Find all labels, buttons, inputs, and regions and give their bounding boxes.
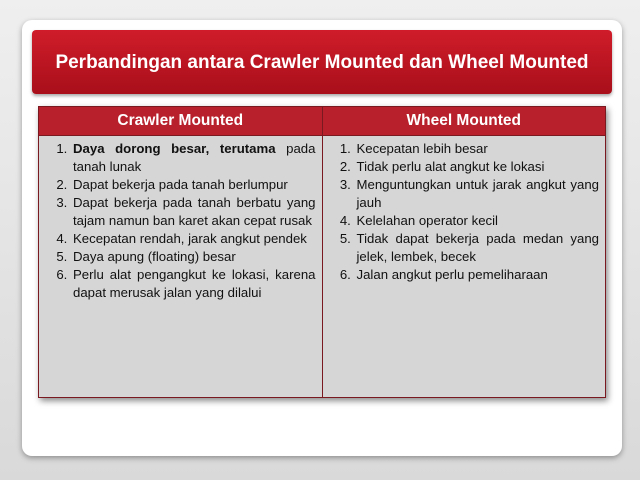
list-item: 6. Jalan angkut perlu pemeliharaan [355, 266, 600, 284]
slide-card [22, 20, 622, 456]
list-item: 5. Tidak dapat bekerja pada medan yang jelek, lembek, becek [355, 230, 600, 266]
list-item-emphasis: Daya dorong besar, terutama [73, 141, 276, 156]
crawler-column-cell [39, 136, 323, 398]
list-item-text: Dapat bekerja pada tanah berbatu yang tajam namun ban karet akan cepat rusak [73, 195, 316, 228]
list-item-text: Perlu alat pengangkut ke lokasi, karena dapat merusak jalan yang dilalui [73, 267, 316, 300]
list-item [71, 194, 316, 230]
crawler-list [41, 140, 316, 302]
list-item [71, 176, 316, 194]
list-item-text: pada tanah lunak [73, 141, 316, 174]
list-item: 2. Tidak perlu alat angkut ke lokasi [355, 158, 600, 176]
title-banner [32, 30, 612, 94]
list-item-text: Kecepatan rendah, jarak angkut pendek [73, 231, 307, 246]
list-item [71, 140, 316, 176]
list-item: 4. Kelelahan operator kecil [355, 212, 600, 230]
list-item: 1. Kecepatan lebih besar [355, 140, 600, 158]
table-row [39, 136, 606, 398]
table-header-row [39, 107, 606, 136]
slide-title: Perbandingan antara Crawler Mounted dan Wheel Mounted [55, 51, 589, 73]
wheel-column-cell [322, 136, 606, 398]
list-item [71, 230, 316, 248]
list-item [71, 248, 316, 266]
comparison-table [38, 106, 606, 398]
header-wheel-mounted: Wheel Mounted [322, 107, 606, 136]
header-crawler-mounted: Crawler Mounted [39, 107, 323, 136]
wheel-list [325, 140, 600, 284]
list-item-text: Dapat bekerja pada tanah berlumpur [73, 177, 288, 192]
comparison-table-wrapper [38, 106, 606, 398]
list-item: 3. Menguntungkan untuk jarak angkut yang jauh [355, 176, 600, 212]
list-item [71, 266, 316, 302]
list-item-text: Daya apung (floating) besar [73, 249, 236, 264]
